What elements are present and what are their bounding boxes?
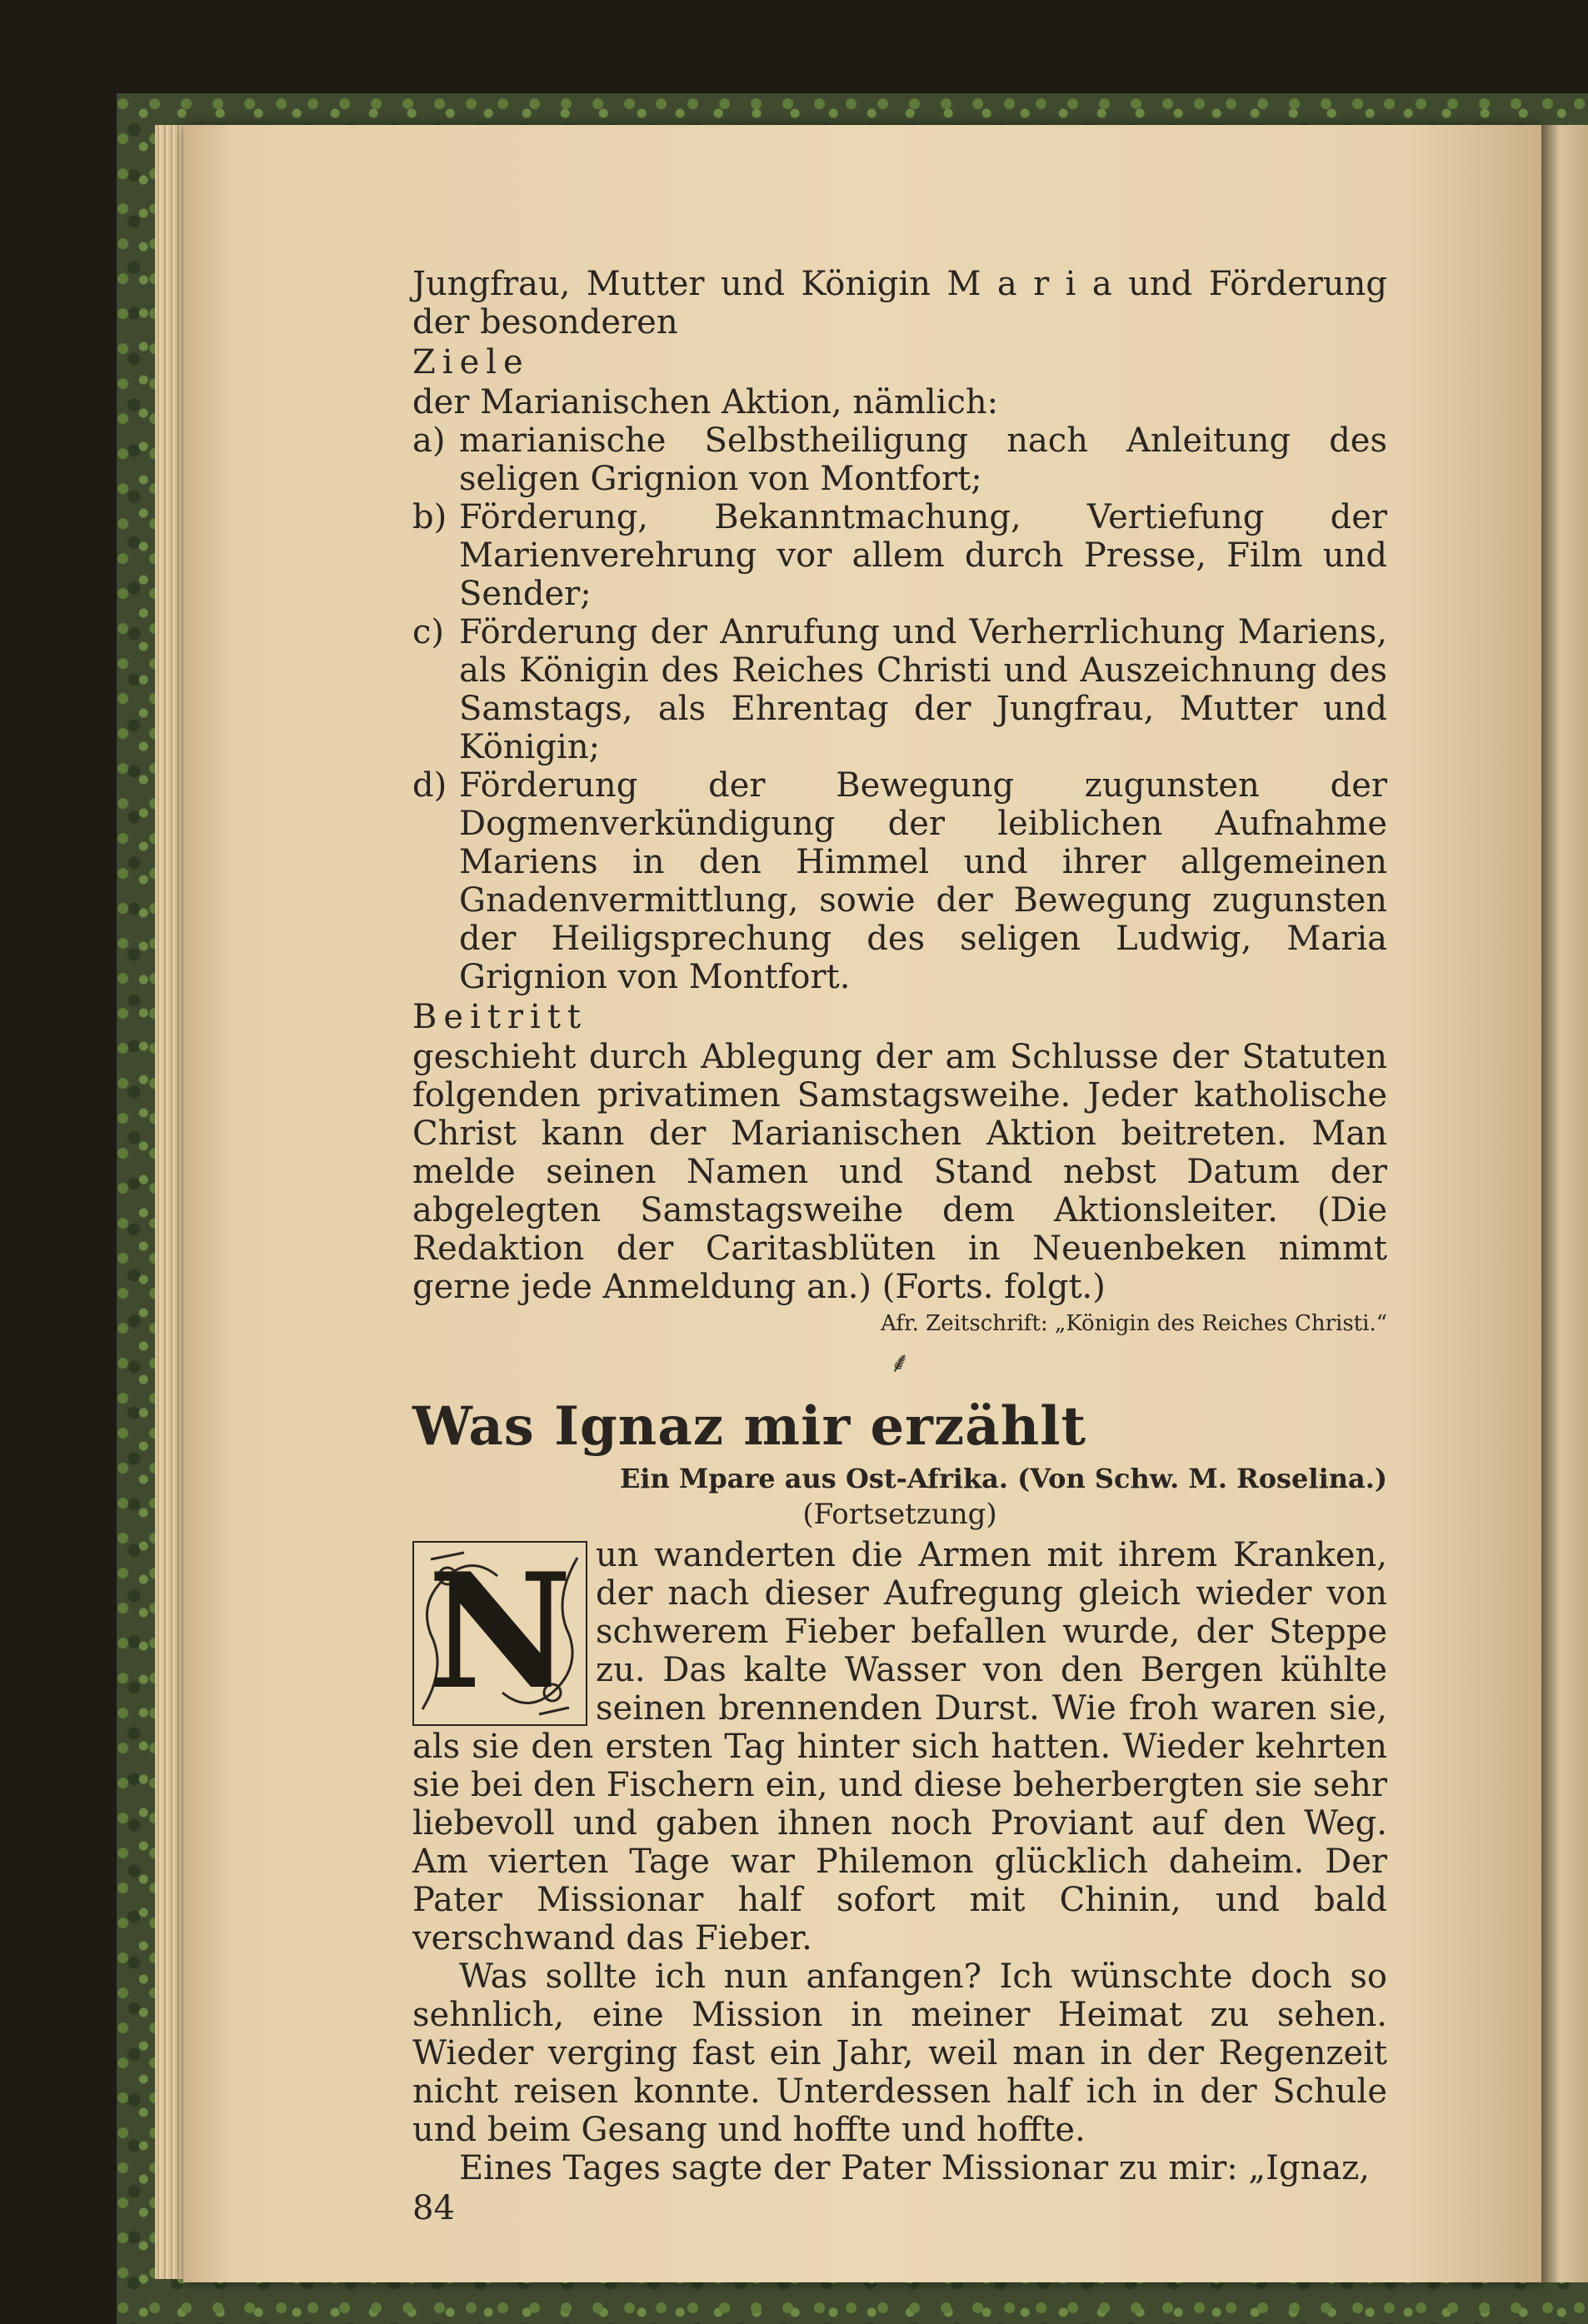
goal-item-c xyxy=(412,613,1387,766)
goal-text: Förderung der Bewegung zugunsten der Dogmenverkündigung der leiblichen Aufnahme Mariens in den Himmel und ihrer allgemeinen Gnadenvermittlung, sowie der Bewegung zugunsten der Heiligsprechung des seligen Ludwig, Maria Grignion von Montfort. xyxy=(459,766,1387,996)
goal-marker: c) xyxy=(412,613,445,651)
goals-intro: der Marianischen Aktion, nämlich: xyxy=(412,383,999,421)
heading-entry: Beitritt xyxy=(412,998,587,1036)
story-paragraph-3: Eines Tages sagte der Pater Missionar zu mir: „Ignaz, xyxy=(459,2149,1370,2187)
dropcap-letter: N xyxy=(427,1539,572,1724)
facing-page-edge xyxy=(1541,125,1588,2282)
goal-text: marianische Selbstheiligung nach Anleitung des seligen Grignion von Montfort; xyxy=(459,421,1387,498)
goal-item-d xyxy=(412,766,1387,996)
page-content xyxy=(412,265,1387,2227)
continuation-label: (Fortsetzung) xyxy=(802,1498,997,1531)
heading-goals: Ziele xyxy=(412,343,530,382)
article-body xyxy=(412,1536,1387,2187)
article-title: Was Ignaz mir erzählt xyxy=(412,1395,1087,1458)
goal-text: Förderung der Anrufung und Verherrlichung Mariens, als Königin des Reiches Christi und Auszeichnung des Samstags, als Ehrentag der Jungfrau, Mutter und Königin; xyxy=(459,613,1387,766)
source-citation: Afr. Zeitschrift: „Königin des Reiches Christi.“ xyxy=(881,1311,1387,1336)
intro-text: Jungfrau, Mutter und Königin M a r i a und Förderung der besonderen xyxy=(412,265,1387,342)
goal-marker: d) xyxy=(412,766,447,805)
page-number: 84 xyxy=(412,2189,455,2227)
ornamental-initial xyxy=(412,1541,587,1726)
goal-item-b xyxy=(412,498,1387,613)
entry-text: geschieht durch Ablegung der am Schlusse der Statuten folgenden privatimen Samstagsweihe. Jeder katholische Christ kann der Marianischen Aktion beitreten. Man melde seinen Namen und Stand nebst Datum der abgelegten Samstagsweihe dem Aktionsleiter. (Die Redaktion der Caritasblüten in Neuenbeken nimmt gerne jede Anmeldung an.) (Forts. folgt.) xyxy=(412,1038,1387,1306)
goal-text: Förderung, Bekanntmachung, Vertiefung der Marienverehrung vor allem durch Presse, Film und Sender; xyxy=(459,498,1387,613)
goal-item-a xyxy=(412,421,1387,498)
goal-marker: b) xyxy=(412,498,447,536)
story-paragraph-1: un wanderten die Armen mit ihrem Kranken, der nach dieser Aufregung gleich wieder von schwerem Fieber befallen wurde, der Steppe zu. Das kalte Wasser von den Bergen kühlte seinen brennenden Durst. Wie froh waren sie, als sie den ersten Tag hinter sich hatten. Wieder kehrten sie bei den Fischern ein, und diese beherbergten sie sehr liebevoll und gaben ihnen noch Proviant auf den Weg. Am vierten Tage war Philemon glücklich daheim. Der Pater Missionar half sofort mit Chinin, und bald verschwand das Fieber. xyxy=(412,1536,1387,1957)
section-divider-ornament: ⸙ xyxy=(889,1346,911,1379)
story-paragraph-2: Was sollte ich nun anfangen? Ich wünschte doch so sehnlich, eine Mission in meiner Heimat zu sehen. Wieder verging fast ein Jahr, weil man in der Regenzeit nicht reisen konnte. Unterdessen half ich in der Schule und beim Gesang und hoffte und hoffte. xyxy=(412,1957,1387,2149)
goal-marker: a) xyxy=(412,421,446,460)
article-subtitle: Ein Mpare aus Ost-Afrika. (Von Schw. M. Roselina.) xyxy=(619,1463,1387,1494)
